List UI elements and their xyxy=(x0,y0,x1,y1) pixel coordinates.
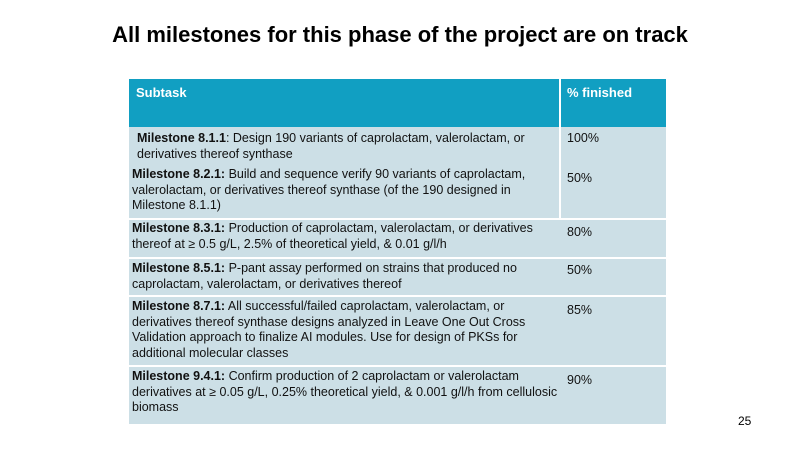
milestone-id: Milestone 8.2.1: xyxy=(132,167,226,181)
milestone-description: Production of caprolactam, valerolactam, or derivatives thereof at ≥ 0.5 g/L, 2.5% of theoretical yield, & 0.01 g/l/h xyxy=(132,221,533,251)
table-row-task xyxy=(132,261,558,292)
milestone-separator: : xyxy=(225,131,230,145)
row-divider xyxy=(129,295,666,297)
milestone-description: P-pant assay performed on strains that produced no caprolactam, valerolactam, or derivatives thereof xyxy=(132,261,517,291)
milestone-description: Confirm production of 2 caprolactam or valerolactam derivatives at ≥ 0.05 g/L, 0.25% theoretical yield, & 0.001 g/l/h from cellulosic biomass xyxy=(132,369,558,414)
row-divider xyxy=(129,218,666,220)
slide-title: All milestones for this phase of the project are on track xyxy=(112,22,688,47)
table-row-percent: 80% xyxy=(567,225,593,239)
page-number: 25 xyxy=(738,414,752,428)
milestone-id: Milestone 8.3.1: xyxy=(132,221,226,235)
header-percent-finished: % finished xyxy=(567,85,633,100)
milestone-id: Milestone 8.5.1: xyxy=(132,261,226,275)
table-row-task xyxy=(132,221,558,252)
table-row-task xyxy=(137,131,559,162)
milestone-description: Build and sequence verify 90 variants of caprolactam, valerolactam, or derivatives thereof synthase (of the 190 designed in Milestone 8.1.1) xyxy=(132,167,526,212)
column-divider xyxy=(559,79,561,220)
table-row-task xyxy=(132,299,558,361)
table-row-task xyxy=(132,167,558,214)
milestone-description: All successful/failed caprolactam, valerolactam, or derivatives thereof synthase designs analyzed in Leave One Out Cross Validation approach to finalize AI modules. Use for design of PKSs for additional molecular classes xyxy=(132,299,526,360)
table-row-percent: 85% xyxy=(567,303,593,317)
header-subtask: Subtask xyxy=(136,85,187,100)
table-row-task xyxy=(132,369,558,416)
milestone-description: Design 190 variants of caprolactam, valerolactam, or derivatives thereof synthase xyxy=(137,131,525,161)
milestone-id: Milestone 8.7.1: xyxy=(132,299,226,313)
table-row-percent: 50% xyxy=(567,263,593,277)
table-row-percent: 100% xyxy=(567,131,599,145)
row-divider xyxy=(129,257,666,259)
table-row-percent: 50% xyxy=(567,171,593,185)
table-header xyxy=(129,79,666,127)
table-row-percent: 90% xyxy=(567,373,593,387)
milestone-id: Milestone 8.1.1 xyxy=(137,131,226,145)
milestone-table xyxy=(129,79,666,424)
row-divider xyxy=(129,365,666,367)
milestone-id: Milestone 9.4.1: xyxy=(132,369,226,383)
